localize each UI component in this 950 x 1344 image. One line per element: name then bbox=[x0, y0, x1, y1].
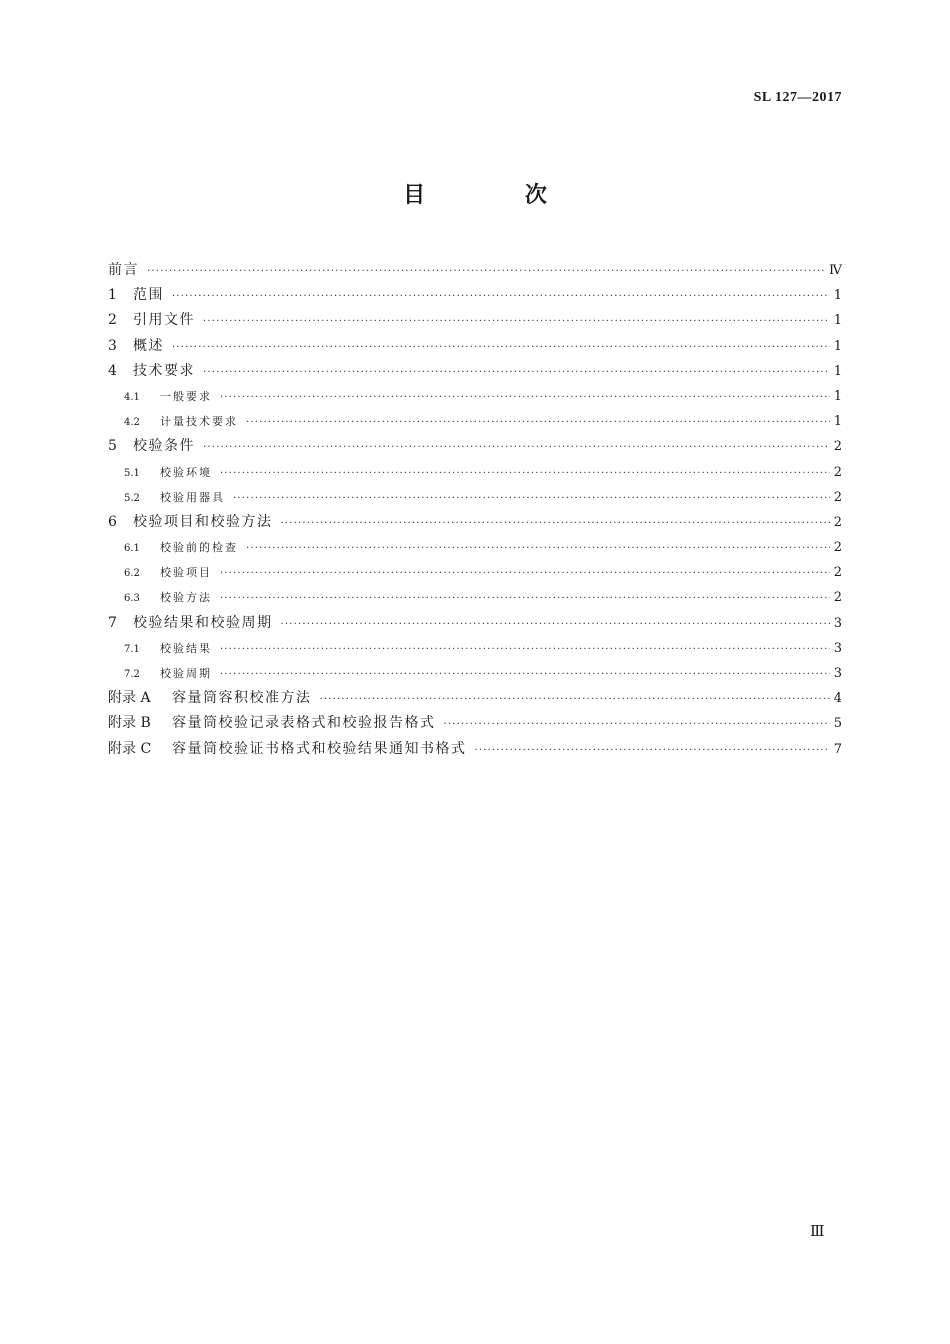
toc-entry[interactable] bbox=[108, 560, 842, 585]
dot-leader bbox=[172, 335, 830, 360]
toc-entry-label: 范围 bbox=[133, 287, 164, 304]
toc-entry[interactable] bbox=[108, 535, 842, 560]
dot-leader bbox=[220, 561, 830, 586]
toc-entry-page: 2 bbox=[833, 590, 842, 606]
toc-entry-page: 2 bbox=[833, 439, 842, 455]
toc-entry-page: 3 bbox=[833, 666, 842, 681]
toc-entry[interactable] bbox=[108, 485, 842, 510]
toc-entry-page: 1 bbox=[833, 388, 842, 404]
toc-entry-number: 6.1 bbox=[124, 543, 140, 555]
toc-entry-number: 6.2 bbox=[124, 568, 140, 580]
toc-entry-page: 5 bbox=[833, 716, 842, 732]
dot-leader bbox=[281, 612, 830, 637]
toc-entry-number: 4.2 bbox=[124, 417, 140, 429]
toc-entry-label: 容量筒容积校准方法 bbox=[172, 690, 312, 707]
toc-entry-label: 技术要求 bbox=[133, 362, 195, 379]
toc-entry[interactable] bbox=[108, 258, 842, 283]
toc-entry-label: 校验结果 bbox=[160, 641, 212, 655]
toc-entry-number: 7 bbox=[108, 614, 117, 631]
toc-entry-page: 1 bbox=[833, 288, 842, 304]
toc-entry[interactable] bbox=[108, 711, 842, 736]
page-number: Ⅲ bbox=[810, 1224, 825, 1240]
toc-entry[interactable] bbox=[108, 434, 842, 459]
toc-entry[interactable] bbox=[108, 510, 842, 535]
dot-leader bbox=[147, 259, 825, 284]
toc-entry-number: 5 bbox=[108, 438, 117, 455]
toc-entry-page: 2 bbox=[833, 565, 842, 581]
dot-leader bbox=[246, 536, 830, 561]
toc-entry-page: 1 bbox=[833, 338, 842, 354]
toc-entry[interactable] bbox=[108, 737, 842, 762]
page-title: 目 次 bbox=[403, 183, 593, 208]
toc-entry-label: 前言 bbox=[108, 262, 139, 278]
dot-leader bbox=[220, 637, 830, 662]
toc-entry-number: 2 bbox=[108, 312, 117, 329]
toc-entry-number: 附录 B bbox=[108, 715, 151, 732]
toc-entry[interactable] bbox=[108, 334, 842, 359]
toc-entry-number: 4 bbox=[108, 362, 117, 379]
toc-entry-label: 校验前的检查 bbox=[160, 541, 238, 555]
dot-leader bbox=[220, 662, 830, 687]
dot-leader bbox=[475, 738, 830, 763]
toc-entry-number: 4.1 bbox=[124, 391, 140, 403]
dot-leader bbox=[203, 435, 830, 460]
toc-entry-page: 3 bbox=[833, 640, 842, 656]
toc-entry[interactable] bbox=[108, 661, 842, 686]
dot-leader bbox=[220, 385, 830, 410]
toc-entry[interactable] bbox=[108, 585, 842, 610]
toc-entry-number: 1 bbox=[108, 287, 117, 304]
dot-leader bbox=[281, 511, 830, 536]
toc-entry[interactable] bbox=[108, 384, 842, 409]
toc-entry-number: 附录 A bbox=[108, 690, 151, 707]
dot-leader bbox=[203, 360, 830, 385]
toc-entry-label: 校验方法 bbox=[160, 591, 212, 605]
toc-entry-label: 引用文件 bbox=[133, 312, 195, 329]
toc-entry-label: 计量技术要求 bbox=[160, 415, 238, 429]
toc-entry-page: 1 bbox=[833, 313, 842, 329]
toc-entry-number: 5.1 bbox=[124, 467, 140, 479]
toc-entry-number: 7.1 bbox=[124, 643, 140, 655]
toc-entry-label: 校验条件 bbox=[133, 438, 195, 455]
dot-leader bbox=[320, 687, 830, 712]
toc-entry[interactable] bbox=[108, 308, 842, 333]
toc-entry-label: 校验项目 bbox=[160, 566, 212, 580]
toc-entry-label: 容量筒校验记录表格式和校验报告格式 bbox=[172, 715, 436, 732]
dot-leader bbox=[220, 586, 830, 611]
toc-entry-label: 校验用器具 bbox=[160, 490, 225, 504]
toc-entry-number: 附录 C bbox=[108, 740, 152, 757]
toc-entry-page: 1 bbox=[833, 414, 842, 430]
toc-entry-label: 校验项目和校验方法 bbox=[133, 513, 273, 530]
toc-entry-number: 3 bbox=[108, 337, 117, 354]
dot-leader bbox=[233, 486, 830, 511]
toc-entry-page: 4 bbox=[833, 691, 842, 707]
toc-entry-page: 2 bbox=[833, 540, 842, 556]
toc-entry-page: 2 bbox=[833, 514, 842, 530]
toc-entry[interactable] bbox=[108, 359, 842, 384]
toc-entry[interactable] bbox=[108, 460, 842, 485]
toc-entry-page: 7 bbox=[833, 741, 842, 757]
toc-entry[interactable] bbox=[108, 409, 842, 434]
toc-entry-label: 容量筒校验证书格式和校验结果通知书格式 bbox=[172, 740, 467, 757]
dot-leader bbox=[220, 461, 830, 486]
toc-entry-page: 2 bbox=[833, 489, 842, 505]
toc-entry[interactable] bbox=[108, 686, 842, 711]
toc-entry-page: 1 bbox=[833, 363, 842, 379]
toc-entry-label: 校验周期 bbox=[160, 667, 212, 680]
toc-entry-number: 7.2 bbox=[124, 669, 140, 680]
toc-entry[interactable] bbox=[108, 611, 842, 636]
toc-entry-number: 6 bbox=[108, 513, 117, 530]
dot-leader bbox=[172, 284, 830, 309]
standard-code: SL 127—2017 bbox=[753, 90, 842, 105]
table-of-contents bbox=[108, 258, 842, 762]
dot-leader bbox=[246, 410, 830, 435]
toc-entry-number: 6.3 bbox=[124, 593, 140, 605]
toc-entry-label: 校验环境 bbox=[160, 465, 212, 479]
toc-entry-label: 校验结果和校验周期 bbox=[133, 614, 273, 631]
toc-entry-page: 2 bbox=[833, 464, 842, 480]
toc-entry-page: Ⅳ bbox=[829, 263, 842, 278]
toc-entry-label: 概述 bbox=[133, 337, 164, 354]
toc-entry-page: 3 bbox=[833, 615, 842, 631]
toc-entry[interactable] bbox=[108, 283, 842, 308]
dot-leader bbox=[444, 712, 830, 737]
toc-entry[interactable] bbox=[108, 636, 842, 661]
dot-leader bbox=[203, 309, 830, 334]
toc-entry-label: 一般要求 bbox=[160, 389, 212, 403]
toc-entry-number: 5.2 bbox=[124, 492, 140, 504]
